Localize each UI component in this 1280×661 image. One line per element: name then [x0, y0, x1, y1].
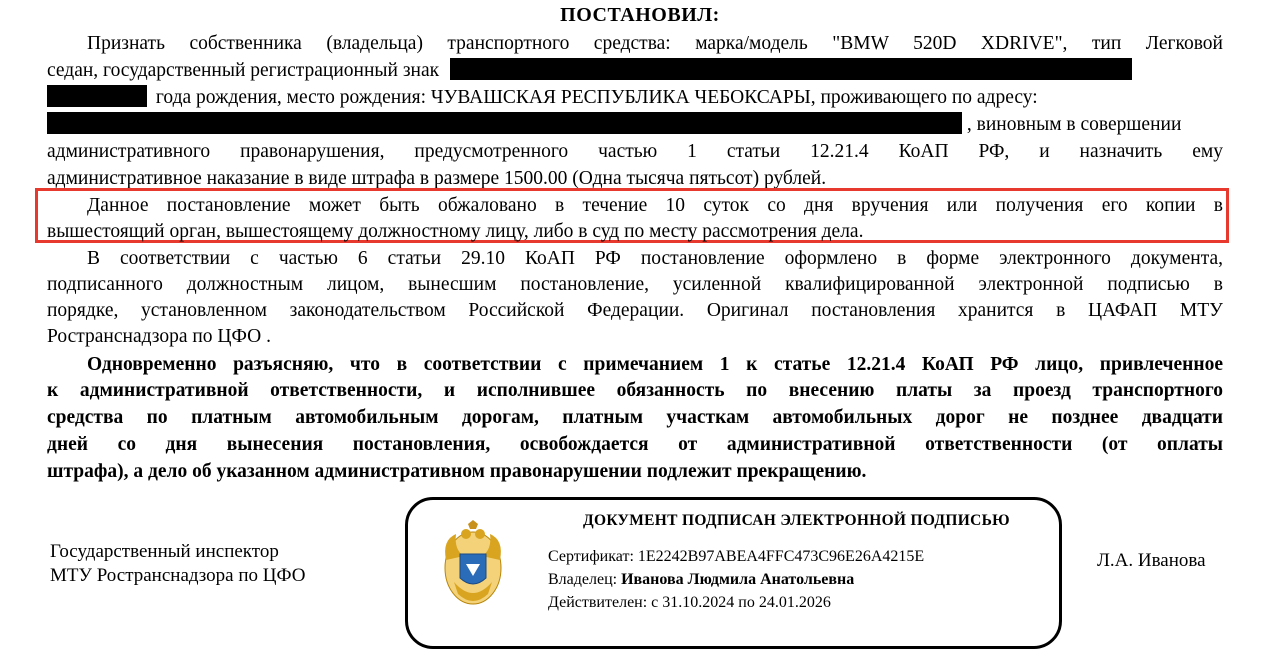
p1-line-2-text: седан, государственный регистрационный знак — [47, 60, 440, 81]
stamp-validity — [548, 594, 831, 612]
signer-position-line-1: Государственный инспектор — [50, 541, 279, 562]
p1-line-5: административного правонарушения, предусмотренного частью 1 статьи 12.21.4 КоАП РФ, и назначить ему — [47, 141, 1223, 162]
validity-value: с 31.10.2024 по 24.01.2026 — [651, 594, 831, 611]
p1-line-4 — [47, 112, 1223, 138]
stamp-certificate — [548, 548, 924, 566]
p4-line-3: средства по платным автомобильным дорогам, платным участкам автомобильных дорог не позднее двадцати — [47, 407, 1223, 428]
p2-line-2: вышестоящий орган, вышестоящему должностному лицу, либо в суд по месту рассмотрения дела. — [47, 221, 864, 242]
section-heading: ПОСТАНОВИЛ: — [560, 4, 720, 26]
p4-line-1: Одновременно разъясняю, что в соответствии с примечанием 1 к статье 12.21.4 КоАП РФ лицо, привлеченное — [87, 354, 1223, 375]
e-signature-stamp — [405, 497, 1062, 649]
p1-line-1: Признать собственника (владельца) транспортного средства: марка/модель "BMW 520D XDRIVE", тип Легковой — [87, 33, 1223, 54]
p3-line-4: Ространснадзора по ЦФО . — [47, 326, 271, 347]
signer-position — [50, 540, 305, 588]
p4-line-4: дней со дня вынесения постановления, освобождается от административной ответственности (от оплаты — [47, 434, 1223, 455]
p2-line-1: Данное постановление может быть обжаловано в течение 10 суток со дня вручения или получения его копии в — [87, 195, 1223, 216]
stamp-owner — [548, 571, 854, 589]
signer-name: Л.А. Иванова — [1097, 550, 1206, 571]
redaction-plate-number — [450, 58, 1132, 80]
redaction-address — [47, 112, 962, 134]
p1-line-6: административное наказание в виде штрафа в размере 1500.00 (Одна тысяча пятьсот) рублей. — [47, 168, 827, 189]
p1-line-3-text: года рождения, место рождения: ЧУВАШСКАЯ РЕСПУБЛИКА ЧЕБОКСАРЫ, проживающего по адресу: — [155, 87, 1038, 108]
p3-line-2: подписанного должностным лицом, вынесшим постановление, усиленной квалифицированной электронной подписью в — [47, 274, 1223, 295]
certificate-value: 1E2242B97ABEA4FFC473C96E26A4215E — [637, 548, 925, 565]
redaction-birth-date — [47, 85, 147, 107]
stamp-title: ДОКУМЕНТ ПОДПИСАН ЭЛЕКТРОННОЙ ПОДПИСЬЮ — [583, 512, 1010, 529]
p1-line-3 — [47, 85, 1223, 111]
signer-position-line-2: МТУ Ространснадзора по ЦФО — [50, 565, 306, 586]
p4-line-5: штрафа), а дело об указанном административном правонарушении подлежит прекращению. — [47, 461, 867, 482]
p3-line-1: В соответствии с частью 6 статьи 29.10 КоАП РФ постановление оформлено в форме электронного документа, — [87, 248, 1223, 269]
owner-value: Иванова Людмила Анатольевна — [621, 571, 855, 588]
p4-line-2: к административной ответственности, и исполнившее обязанность по внесению платы за проезд транспортного — [47, 380, 1223, 401]
certificate-label: Сертификат: — [548, 548, 634, 565]
p1-line-2 — [47, 58, 1223, 84]
validity-label: Действителен: — [548, 594, 648, 611]
eagle-emblem-icon — [440, 520, 506, 608]
owner-label: Владелец: — [548, 571, 618, 588]
p1-line-4-text: , виновным в совершении — [966, 114, 1182, 135]
p3-line-3: порядке, установленном законодательством Российской Федерации. Оригинал постановления хранится в ЦАФАП МТУ — [47, 300, 1223, 321]
